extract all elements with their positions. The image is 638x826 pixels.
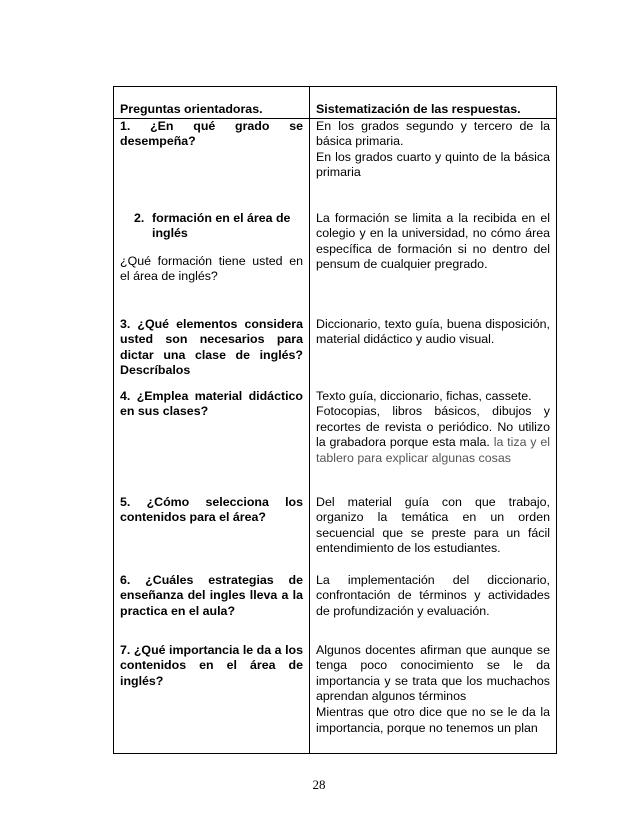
question-cell (114, 495, 310, 573)
question-heading (120, 211, 303, 242)
answer-line: Fotocopias, libros básicos, dibujos y recortes de revista o periódico. No utilizo la grabadora porque esta mala. (316, 404, 550, 450)
question-cell (114, 118, 310, 211)
answer-line: Texto guía, diccionario, fichas, cassete. (316, 388, 532, 403)
table-row (114, 389, 557, 495)
table-row (114, 317, 557, 389)
question-text: 6. ¿Cuáles estrategias de enseñanza del ingles lleva a la practica en el aula? (120, 572, 303, 618)
table-row (114, 118, 557, 211)
question-cell (114, 573, 310, 643)
question-cell (114, 643, 310, 754)
question-subtext: ¿Qué formación tiene usted en el área de inglés? (120, 253, 303, 284)
answer-note: la tiza y el tablero para explicar algunas cosas (316, 435, 550, 465)
answer-line: En los grados segundo y tercero de la básica primaria. (316, 118, 550, 149)
question-cell (114, 389, 310, 495)
table-row (114, 573, 557, 643)
question-text: 1. ¿En qué grado se desempeña? (120, 118, 303, 149)
table-header-row (114, 87, 557, 119)
answer-line: En los grados cuarto y quinto de la básica primaria (316, 149, 550, 180)
table-row (114, 211, 557, 317)
question-text: 5. ¿Cómo selecciona los contenidos para el área? (120, 494, 303, 525)
answer-line: La implementación del diccionario, confrontación de términos y actividades de profundización y evaluación. (316, 572, 550, 618)
answer-line: Mientras que otro dice que no se le da la importancia, porque no tenemos un plan (316, 704, 550, 735)
answer-line: Diccionario, texto guía, buena disposición, material didáctico y audio visual. (316, 316, 550, 347)
answer-cell (310, 495, 557, 573)
answer-line: Del material guía con que trabajo, organizo la temática en un orden secuencial que se preste para un fácil entendimiento de los estudiantes. (316, 494, 550, 556)
page-number: 28 (312, 777, 326, 792)
question-cell (114, 317, 310, 389)
answer-line: La formación se limita a la recibida en el colegio y en la universidad, no cómo área específica de formación si no dentro del pensum de cualquier pregrado. (316, 210, 550, 272)
answer-cell (310, 317, 557, 389)
table-row (114, 495, 557, 573)
table-row (114, 643, 557, 754)
header-questions: Preguntas orientadoras. (114, 87, 310, 119)
answer-cell (310, 389, 557, 495)
question-number: 2. (134, 210, 145, 225)
question-text: 7. ¿Qué importancia le da a los contenidos en el área de inglés? (120, 642, 303, 688)
question-cell (114, 211, 310, 317)
header-answers: Sistematización de las respuestas. (310, 87, 557, 119)
answer-cell (310, 573, 557, 643)
survey-table (113, 86, 557, 754)
question-text: 4. ¿Emplea material didáctico en sus clases? (120, 388, 303, 419)
question-text: 3. ¿Qué elementos considera usted son necesarios para dictar una clase de inglés? Descríbalos (120, 316, 303, 378)
answer-line: Algunos docentes afirman que aunque se tenga poco conocimiento se le da importancia y se trata que los muchachos aprendan algunos términos (316, 642, 550, 704)
question-title-cont: inglés (152, 226, 188, 241)
answer-cell (310, 643, 557, 754)
answer-cell (310, 118, 557, 211)
question-title: formación en el área de (152, 210, 291, 225)
answer-cell (310, 211, 557, 317)
